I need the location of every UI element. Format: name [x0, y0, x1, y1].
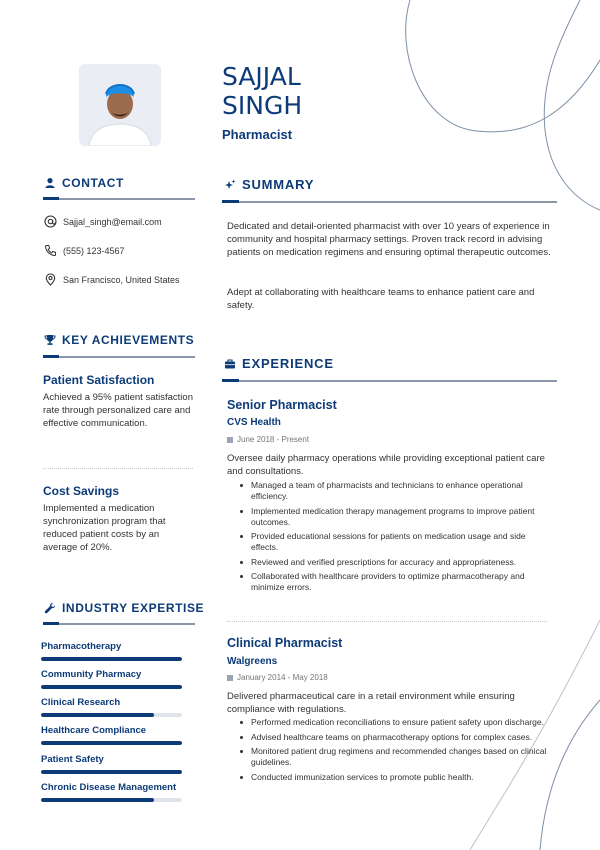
- skill-name: Clinical Research: [41, 697, 121, 708]
- skill-bar: [41, 713, 182, 717]
- contact-rule-accent: [43, 197, 59, 200]
- skill-bar: [41, 770, 182, 774]
- list-item: Monitored patient drug regimens and recommended changes based on clinical guidelines.: [238, 746, 553, 768]
- expertise-heading: [44, 601, 204, 615]
- list-item: Performed medication reconciliations to ensure patient safety upon discharge.: [238, 717, 553, 728]
- contact-location: San Francisco, United States: [63, 274, 180, 285]
- list-item: Collaborated with healthcare providers to optimize pharmacotherapy and minimize errors.: [238, 571, 553, 593]
- job-company: CVS Health: [227, 417, 281, 428]
- job-dates: [227, 673, 328, 682]
- achievement-text: Achieved a 95% patient satisfaction rate through personalized care and effective communication.: [43, 392, 193, 429]
- summary-heading: [224, 177, 314, 192]
- experience-heading-text: EXPERIENCE: [242, 356, 334, 371]
- job-company: Walgreens: [227, 656, 278, 667]
- skill-bar-fill: [41, 770, 182, 774]
- achievements-rule: [43, 356, 195, 358]
- at-icon: [44, 215, 57, 228]
- skill-bar: [41, 657, 182, 661]
- skill-bar: [41, 741, 182, 745]
- achievement-divider: [43, 468, 193, 469]
- location-pin-icon: [44, 273, 57, 286]
- sparkle-icon: [224, 179, 236, 191]
- profile-photo: [79, 64, 161, 146]
- skill-bar-fill: [41, 657, 182, 661]
- job-bullets: [238, 480, 553, 597]
- expertise-rule-accent: [43, 622, 59, 625]
- contact-email-row[interactable]: [44, 215, 162, 228]
- skill-item: [41, 669, 182, 689]
- skill-bar-fill: [41, 685, 182, 689]
- job-dates: [227, 435, 309, 444]
- expertise-heading-text: INDUSTRY EXPERTISE: [62, 601, 205, 615]
- contact-heading: [44, 176, 124, 190]
- summary-rule-accent: [222, 200, 239, 203]
- skill-name: Patient Safety: [41, 754, 104, 765]
- list-item: Advised healthcare teams on pharmacotherapy options for complex cases.: [238, 732, 553, 743]
- list-item: Provided educational sessions for patients on medication usage and side effects.: [238, 531, 553, 553]
- skill-item: [41, 782, 182, 802]
- achievements-rule-accent: [43, 355, 59, 358]
- expertise-rule: [43, 623, 195, 625]
- contact-phone: (555) 123-4567: [63, 245, 125, 256]
- skill-name: Community Pharmacy: [41, 669, 142, 680]
- skill-item: [41, 697, 182, 717]
- job-bullets: [238, 717, 553, 786]
- skill-bar-fill: [41, 741, 182, 745]
- skill-item: [41, 725, 182, 745]
- achievement-text: Implemented a medication synchronization program that reduced patient costs by an average of 20%.: [43, 503, 166, 553]
- phone-icon: [44, 244, 57, 257]
- person-icon: [44, 177, 56, 189]
- job-title: Clinical Pharmacist: [227, 636, 343, 650]
- list-item: Conducted immunization services to promote public health.: [238, 772, 553, 783]
- skill-item: [41, 641, 182, 661]
- job-dates-text: June 2018 - Present: [237, 435, 310, 444]
- job-role: Pharmacist: [222, 127, 293, 142]
- contact-email: Sajjal_singh@email.com: [63, 216, 162, 227]
- summary-heading-text: SUMMARY: [242, 177, 315, 192]
- skill-name: Healthcare Compliance: [41, 725, 147, 736]
- job-description: Oversee daily pharmacy operations while providing exceptional patient care and consultations.: [227, 453, 545, 477]
- calendar-icon: [227, 437, 233, 443]
- job-dates-text: January 2014 - May 2018: [237, 673, 328, 682]
- achievements-heading: [44, 333, 194, 347]
- skill-bar-fill: [41, 713, 154, 717]
- skill-item: [41, 754, 182, 774]
- skill-name: Chronic Disease Management: [41, 782, 177, 793]
- experience-rule-accent: [222, 379, 239, 382]
- skill-bar: [41, 685, 182, 689]
- achievement-title: Cost Savings: [43, 484, 120, 498]
- skill-bar-fill: [41, 798, 154, 802]
- skill-name: Pharmacotherapy: [41, 641, 122, 652]
- job-title: Senior Pharmacist: [227, 398, 337, 412]
- job-description: Delivered pharmaceutical care in a retail environment while ensuring compliance with regulations.: [227, 691, 515, 715]
- contact-phone-row[interactable]: [44, 244, 125, 257]
- summary-paragraph: Dedicated and detail-oriented pharmacist with over 10 years of experience in community and hospital pharmacy settings. Proven track record in advising patients on medication regimens and ensuring optimal therapeutic outcomes.: [227, 221, 551, 258]
- experience-rule: [222, 380, 557, 382]
- trophy-icon: [44, 334, 56, 346]
- summary-rule: [222, 201, 557, 203]
- contact-location-row: [44, 273, 180, 286]
- wrench-icon: [44, 602, 56, 614]
- experience-divider: [227, 621, 547, 622]
- candidate-name: SAJJAL SINGH: [222, 62, 303, 120]
- contact-heading-text: CONTACT: [62, 176, 124, 190]
- briefcase-icon: [224, 358, 236, 370]
- calendar-icon: [227, 675, 233, 681]
- experience-heading: [224, 356, 334, 371]
- skill-bar: [41, 798, 182, 802]
- summary-paragraph: Adept at collaborating with healthcare teams to enhance patient care and safety.: [227, 287, 535, 311]
- achievements-heading-text: KEY ACHIEVEMENTS: [62, 333, 195, 347]
- achievement-title: Patient Satisfaction: [43, 373, 155, 387]
- contact-rule: [43, 198, 195, 200]
- list-item: Reviewed and verified prescriptions for accuracy and appropriateness.: [238, 557, 553, 568]
- list-item: Managed a team of pharmacists and technicians to enhance operational efficiency.: [238, 480, 553, 502]
- list-item: Implemented medication therapy management programs to improve patient outcomes.: [238, 506, 553, 528]
